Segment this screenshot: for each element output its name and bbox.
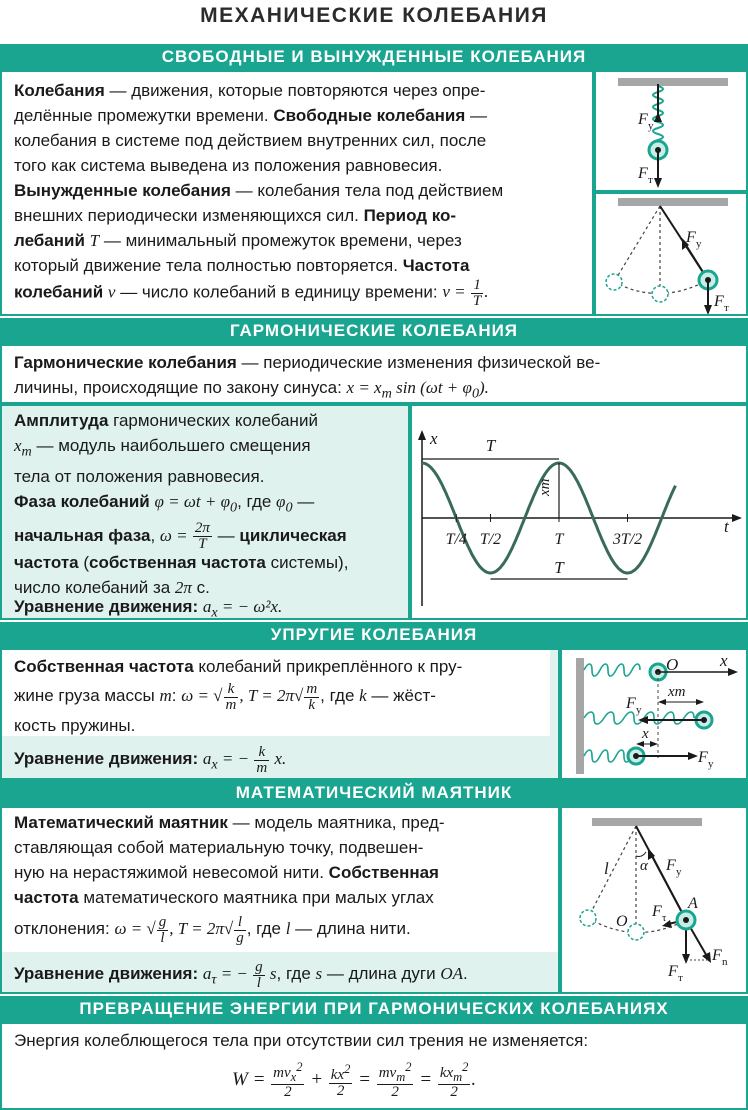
page-title: МЕХАНИЧЕСКИЕ КОЛЕБАНИЯ <box>200 4 548 27</box>
spring-diagram <box>596 72 748 192</box>
force-subscript: у <box>696 238 702 250</box>
pendulum-panel <box>0 806 560 994</box>
x-axis-label: t <box>724 517 729 536</box>
text-line: кость пружины. <box>14 716 136 735</box>
energy-text: Энергия колеблющегося тела при отсутствии сил трения не изменяется: <box>14 1031 589 1050</box>
text-line: ставляющая собой материальную точку, подвешен- <box>14 838 424 857</box>
text-line: $x_m$ — модуль наибольшего смещения <box>14 436 311 460</box>
force-subscript: т <box>648 174 653 186</box>
amplitude-phase-panel <box>0 404 410 620</box>
text-line: число колебаний за 2π с. <box>14 577 210 597</box>
spring-diagram-panel <box>594 70 748 192</box>
amplitude-phase-text <box>14 408 410 600</box>
text-line: Фаза колебаний $\varphi = \omega t + \varphi_0$, где $\varphi_0$ — <box>14 492 315 516</box>
text-line: внешних периодически изменяющихся сил. Период ко- <box>14 206 457 225</box>
x-tick-label: T <box>554 531 564 548</box>
origin-label: O <box>666 655 679 674</box>
harmonic-definition-text <box>14 350 744 404</box>
section-header-free: СВОБОДНЫЕ И ВЫНУЖДЕННЫЕ КОЛЕБАНИЯ <box>0 44 748 70</box>
elastic-equation: Уравнение движения: $a_x$ = − $\frac{k}{m}$ x. <box>14 743 287 776</box>
text-line: Гармонические колебания — периодические изменения физической ве- <box>14 353 601 372</box>
force-label: F <box>686 229 696 246</box>
text-line: Колебания — движения, которые повторяются через опре- <box>14 81 486 100</box>
period-label-bottom: T <box>554 558 564 577</box>
harmonic-chart <box>412 406 748 620</box>
text-line: который движение тела полностью повторяется. Частота <box>14 256 470 275</box>
text-line: личины, происходящие по закону синуса: $x = x_m$ $\sin (\omega t + \varphi_0)$. <box>14 378 489 402</box>
text-line: делённые промежутки времени. Свободные колебания — <box>14 106 488 125</box>
harmonic-definition-panel <box>0 344 748 404</box>
spring-oscillator-diagram <box>562 650 748 780</box>
section-header-elastic: УПРУГИЕ КОЛЕБАНИЯ <box>0 622 748 648</box>
section-header-pendulum: МАТЕМАТИЧЕСКИЙ МАЯТНИК <box>0 780 748 806</box>
text-line: колебаний ν — число колебаний в единицу времени: ν = $\frac{1}{T}$ . <box>14 277 489 309</box>
pendulum-diagram-panel <box>560 806 748 994</box>
angle-label: α <box>640 858 648 874</box>
section-header-harmonic: ГАРМОНИЧЕСКИЕ КОЛЕБАНИЯ <box>0 318 748 344</box>
force-subscript: у <box>648 120 654 132</box>
text-line: частота (собственная частота системы), <box>14 552 349 572</box>
text-line: Амплитуда гармонических колебаний <box>14 411 318 430</box>
x-tick-label: 3T/2 <box>612 531 643 548</box>
axis-label: x <box>720 651 728 670</box>
force-subscript: т <box>678 972 683 984</box>
force-subscript: у <box>636 704 642 716</box>
force-label: F <box>698 749 708 766</box>
force-subscript: т <box>724 302 729 314</box>
text-line: того как система выведена из положения равновесия. <box>14 156 443 175</box>
elastic-diagram-panel <box>560 648 748 780</box>
free-oscillations-text <box>14 78 592 309</box>
force-label: F <box>638 165 648 182</box>
text-line: колебания в системе под действием внутренних сил, после <box>14 131 487 150</box>
text-line: Математический маятник — модель маятника, пред- <box>14 813 445 832</box>
y-axis-label: x <box>430 429 438 448</box>
length-label: l <box>604 859 609 878</box>
displacement-label: x <box>642 726 649 742</box>
force-label: F <box>668 963 678 980</box>
energy-panel <box>0 1022 748 1110</box>
force-label: F <box>666 857 676 874</box>
force-subscript: τ <box>662 912 667 924</box>
text-line: отклонения: ω = √ $\frac{g}{l}$ , T = 2π√ $\frac{l}{g}$ , где l — длина нити. <box>14 913 411 946</box>
elastic-text <box>2 650 550 736</box>
energy-formula: W = $\frac{mv_x^2}{2}$ + $\frac{kx^2}{2}$ = $\frac{mv_m^2}{2}$ = $\frac{kx_m^2}{2}$ . <box>232 1060 477 1100</box>
text-line: лебаний T — минимальный промежуток времени, через <box>14 231 462 250</box>
text-line: Вынужденные колебания — колебания тела под действием <box>14 181 504 200</box>
math-pendulum-diagram <box>562 808 748 994</box>
pendulum-text <box>14 810 560 948</box>
text-line: ную на нерастяжимой невесомой нити. Собственная <box>14 863 439 882</box>
force-subscript: у <box>708 758 714 770</box>
text-line: Собственная частота колебаний прикреплённого к пру- <box>14 657 463 676</box>
elastic-panel <box>0 648 560 780</box>
x-tick-label: T/2 <box>479 531 502 548</box>
force-subscript: у <box>676 866 682 878</box>
force-label: F <box>712 947 722 964</box>
free-oscillations-panel <box>0 70 594 316</box>
amplitude-label: xm <box>537 478 553 496</box>
x-tick-label: T/4 <box>445 531 467 548</box>
force-label: F <box>652 903 662 920</box>
pendulum-forces-diagram <box>596 194 748 316</box>
period-label-top: T <box>485 436 496 455</box>
point-a-label: A <box>688 895 698 912</box>
harmonic-equation: Уравнение движения: $a_x$ = − ω²x. <box>14 597 283 620</box>
text-line: начальная фаза, ω = $\frac{2\pi}{T}$ — циклическая <box>14 520 347 553</box>
harmonic-chart-panel <box>410 404 748 620</box>
text-line: частота математического маятника при малых углах <box>14 888 434 907</box>
force-subscript: n <box>722 956 728 968</box>
amplitude-label: xm <box>668 684 686 700</box>
text-line: жине груза массы m: ω = √ $\frac{k}{m}$ , T = 2π√ $\frac{m}{k}$ , где k — жёст- <box>14 680 436 713</box>
force-label: F <box>638 111 648 128</box>
section-header-energy: ПРЕВРАЩЕНИЕ ЭНЕРГИИ ПРИ ГАРМОНИЧЕСКИХ КОЛЕБАНИЯХ <box>0 996 748 1022</box>
force-label: F <box>626 695 636 712</box>
point-o-label: O <box>616 913 628 930</box>
pendulum-equation: Уравнение движения: $a_\tau$ = − $\frac{g}{l}$ s, где s — длина дуги OA. <box>14 958 468 991</box>
force-label: F <box>714 293 724 310</box>
text-line: тела от положения равновесия. <box>14 467 265 487</box>
pendulum-diagram-panel <box>594 192 748 316</box>
